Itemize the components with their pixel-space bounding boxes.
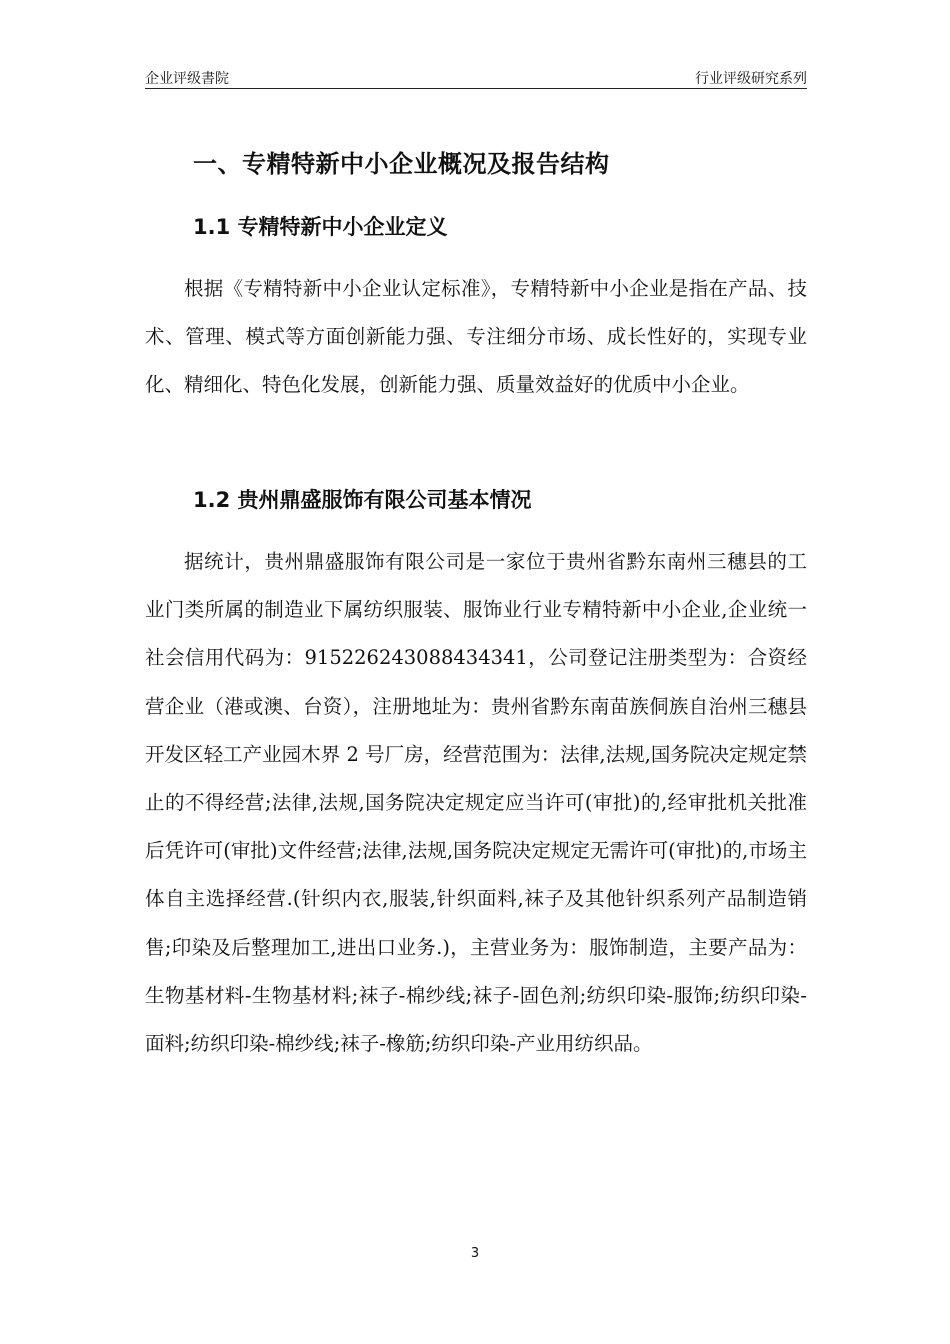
company-paragraph: 据统计，贵州鼎盛服饰有限公司是一家位于贵州省黔东南州三穗县的工业门类所属的制造业下属纺织服装、服饰业行业专精特新中小企业,企业统一社会信用代码为：915226243088434341，公司登记注册类型为：合资经营企业（港或澳、台资），注册地址为：贵州省黔东南苗族侗族自治州三穗县开发区轻工产业园木界 2 号厂房，经营范围为：法律,法规,国务院决定规定禁止的不得经营;法律,法规,国务院决定规定应当许可(审批)的,经审批机关批准后凭许可(审批)文件经营;法律,法规,国务院决定规定无需许可(审批)的,市场主体自主选择经营.(针织内衣,服装,针织面料,袜子及其他针织系列产品制造销售;印染及后整理加工,进出口业务.)，主营业务为：服饰制造，主要产品为：生物基材料-生物基材料;袜子-棉纱线;袜子-固色剂;纺织印染-服饰;纺织印染-面料;纺织印染-棉纱线;袜子-橡筋;纺织印染-产业用纺织品。 (145, 550, 807, 1056)
definition-paragraph: 根据《专精特新中小企业认定标准》，专精特新中小企业是指在产品、技术、管理、模式等方面创新能力强、专注细分市场、成长性好的，实现专业化、精细化、特色化发展，创新能力强、质量效益好的优质中小企业。 (145, 277, 807, 397)
page-number: 3 (470, 1246, 480, 1261)
chapter-title: 一、专精特新中小企业概况及报告结构 (193, 150, 610, 178)
header-publisher: 企业评级書院 (145, 71, 229, 87)
section-heading-company: 1.2 贵州鼎盛服饰有限公司基本情况 (193, 488, 532, 512)
section-heading-definition: 1.1 专精特新中小企业定义 (193, 215, 448, 239)
page-header (145, 66, 807, 89)
header-series: 行业评级研究系列 (695, 71, 807, 87)
